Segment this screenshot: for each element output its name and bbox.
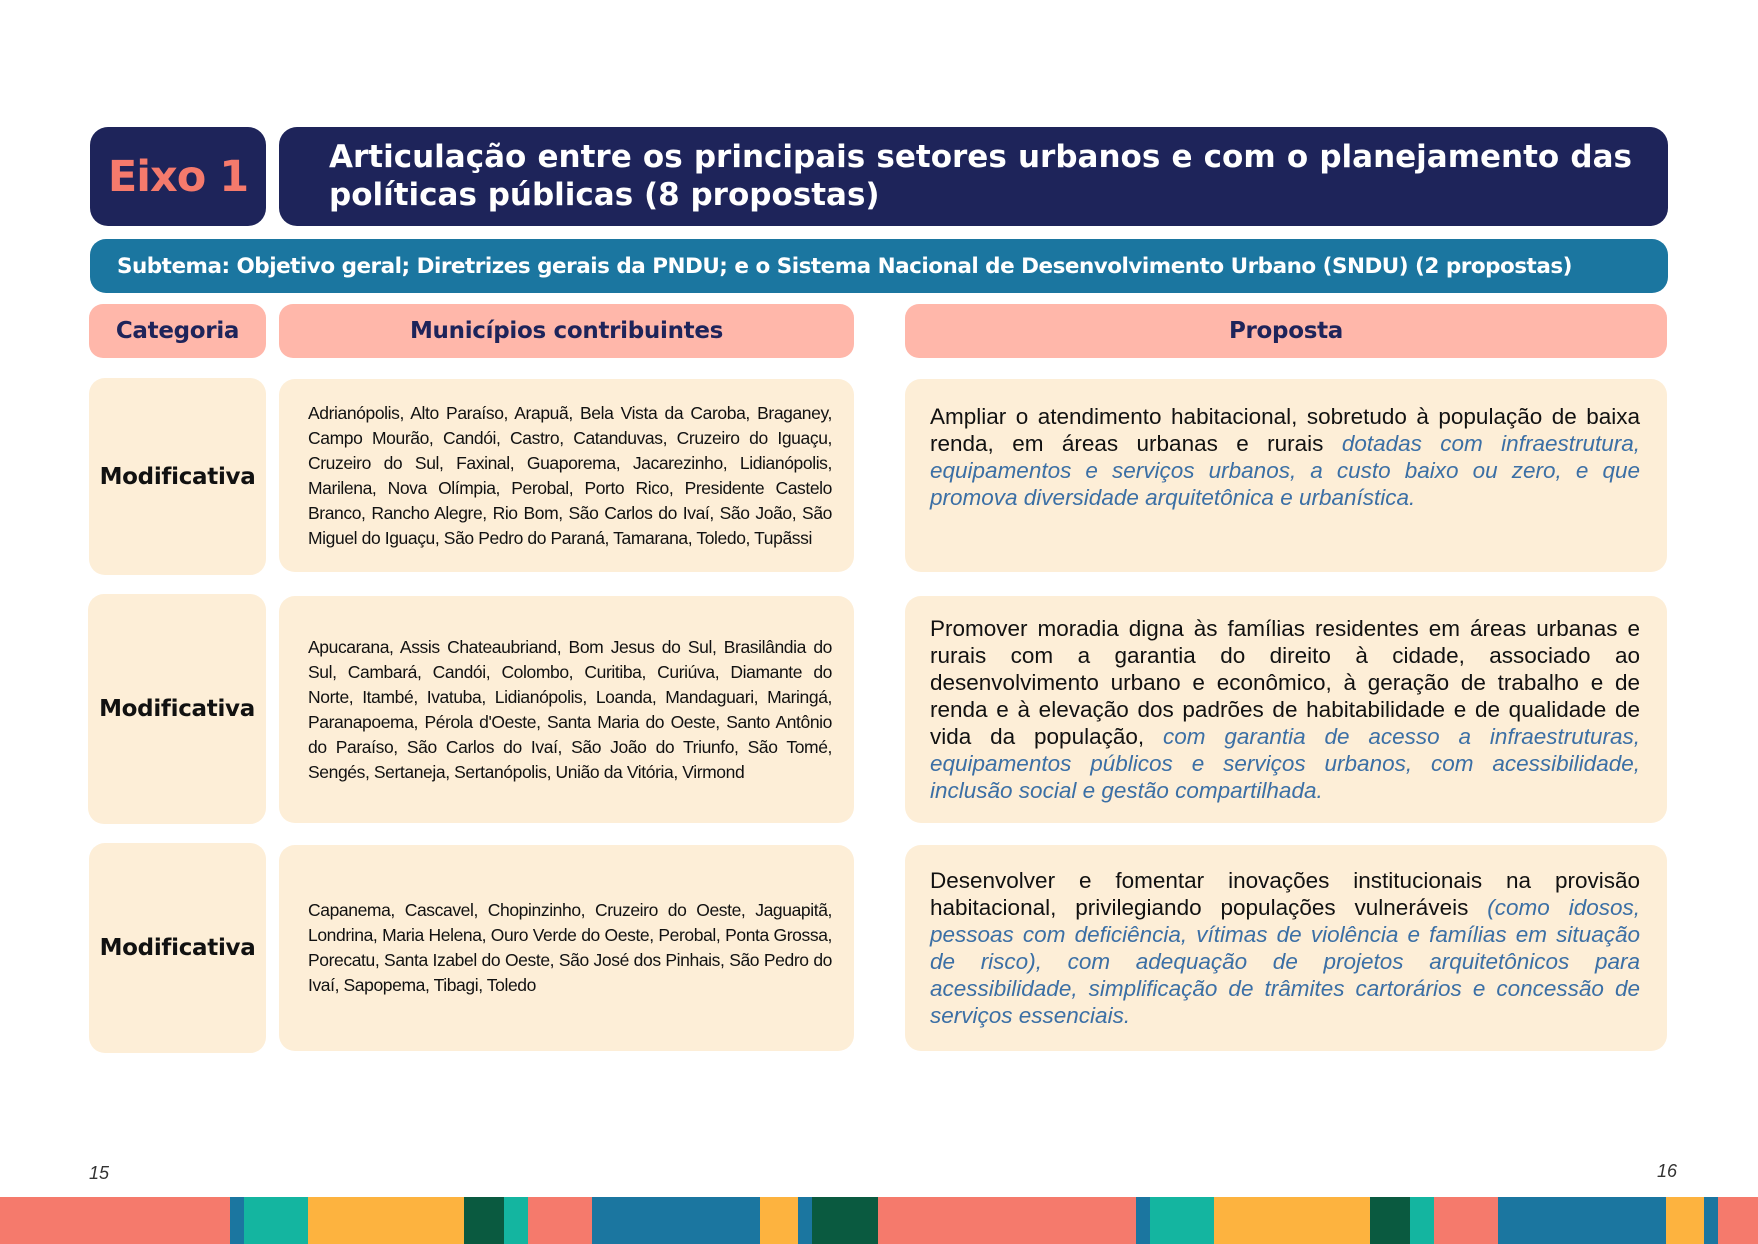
stripe-segment (812, 1197, 878, 1244)
table-row-1-municipios (279, 379, 854, 572)
municipios-list: Apucarana, Assis Chateaubriand, Bom Jesus do Sul, Brasilândia do Sul, Cambará, Candói, Colombo, Curitiba, Curiúva, Diamante do Norte, Itambé, Ivatuba, Lidianópolis, Loanda, Mandaguari, Maringá, Paranapoema, Pérola d'Oeste, Santa Maria do Oeste, Santo Antônio do Paraíso, São Carlos do Ivaí, São João do Triunfo, São Tomé, Sengés, Sertaneja, Sertanópolis, União da Vitória, Virmond (308, 636, 832, 782)
proposta-normal: Desenvolver e fomentar inovações institucionais na provisão habitacional, privilegiando populações vulneráveis (930, 868, 1640, 920)
stripe-segment (1150, 1197, 1214, 1244)
column-header-label: Proposta (1228, 318, 1344, 344)
stripe-segment (1370, 1197, 1410, 1244)
stripe-segment (1136, 1197, 1150, 1244)
stripe-segment (1434, 1197, 1498, 1244)
column-header-categoria (89, 304, 266, 358)
subtema-text: Subtema: Objetivo geral; Diretrizes gerais da PNDU; e o Sistema Nacional de Desenvolvimento Urbano (SNDU) (2 propostas) (117, 253, 1572, 279)
stripe-segment (244, 1197, 308, 1244)
column-header-municipios (279, 304, 854, 358)
stripe-segment (308, 1197, 464, 1244)
table-row-3-categoria (89, 843, 266, 1053)
proposta-normal: Promover moradia digna às famílias residentes em áreas urbanas e rurais com a garantia do direito à cidade, associado ao desenvolvimento urbano e econômico, à geração de trabalho e de renda e à elevação dos padrões de habitabilidade e de qualidade de vida da população, (930, 616, 1640, 749)
column-header-proposta (905, 304, 1667, 358)
table-row-2-categoria (88, 594, 266, 824)
categoria-value: Modificativa (99, 463, 256, 490)
table-row-1-proposta (905, 379, 1667, 572)
column-header-label: Municípios contribuintes (409, 318, 724, 344)
page-number-left: 15 (89, 1163, 110, 1183)
stripe-segment (798, 1197, 812, 1244)
stripe-segment (0, 1197, 230, 1244)
table-row-1-categoria (89, 378, 266, 575)
categoria-value: Modificativa (99, 935, 256, 961)
page-number-right: 16 (1657, 1161, 1678, 1181)
table-row-3-proposta (905, 845, 1667, 1051)
proposta-highlight: (como idosos, pessoas com deficiência, vítimas de violência e famílias em situação de risco), com adequação de projetos arquitetônicos para acessibilidade, simplificação de trâmites cartorários e concessão de serviços essenciais. (930, 895, 1640, 1028)
table-row-2-municipios (279, 596, 854, 823)
proposta-normal: Ampliar o atendimento habitacional, sobretudo à população de baixa renda, em áreas urbanas e rurais (930, 404, 1640, 456)
table-row-3-municipios (279, 845, 854, 1051)
proposta-text (930, 867, 1640, 1029)
subtema-banner (90, 239, 1668, 293)
eixo-label: Eixo 1 (107, 151, 249, 202)
stripe-segment (504, 1197, 528, 1244)
municipios-list: Adrianópolis, Alto Paraíso, Arapuã, Bela Vista da Caroba, Braganey, Campo Mourão, Candói, Castro, Catanduvas, Cruzeiro do Iguaçu, Cruzeiro do Sul, Faxinal, Guaporema, Jacarezinho, Lidianópolis, Marilena, Nova Olímpia, Perobal, Porto Rico, Presidente Castelo Branco, Rancho Alegre, Rio Bom, São Carlos do Ivaí, São João, São Miguel do Iguaçu, São Pedro do Paraná, Tamarana, Toledo, Tupãssi (308, 402, 832, 548)
stripe-segment (1214, 1197, 1370, 1244)
proposta-highlight: dotadas com infraestrutura, equipamentos e serviços urbanos, a custo baixo ou zero, e que promova diversidade arquitetônica e urbanística. (930, 431, 1640, 510)
proposta-highlight: com garantia de acesso a infraestruturas, equipamentos públicos e serviços urbanos, com acessibilidade, inclusão social e gestão compartilhada. (930, 724, 1640, 803)
stripe-segment (1666, 1197, 1704, 1244)
stripe-segment (1718, 1197, 1758, 1244)
proposta-text (930, 403, 1640, 511)
page-title: Articulação entre os principais setores urbanos e com o planejamento das políticas públicas (8 propostas) (329, 139, 1632, 213)
stripe-segment (230, 1197, 244, 1244)
stripe-segment (760, 1197, 798, 1244)
stripe-segment (878, 1197, 1136, 1244)
stripe-segment (1410, 1197, 1434, 1244)
column-header-label: Categoria (115, 318, 240, 344)
municipios-list: Capanema, Cascavel, Chopinzinho, Cruzeiro do Oeste, Jaguapitã, Londrina, Maria Helena, Ouro Verde do Oeste, Perobal, Ponta Grossa, Porecatu, Santa Izabel do Oeste, São José dos Pinhais, São Pedro do Ivaí, Sapopema, Tibagi, Toledo (308, 900, 832, 995)
stripe-segment (528, 1197, 592, 1244)
stripe-segment (592, 1197, 760, 1244)
proposta-text (930, 615, 1640, 804)
categoria-value: Modificativa (99, 696, 255, 722)
title-banner (279, 127, 1668, 226)
stripe-segment (1704, 1197, 1718, 1244)
stripe-segment (1498, 1197, 1666, 1244)
eixo-badge (90, 127, 266, 226)
stripe-segment (464, 1197, 504, 1244)
table-row-2-proposta (905, 596, 1667, 823)
